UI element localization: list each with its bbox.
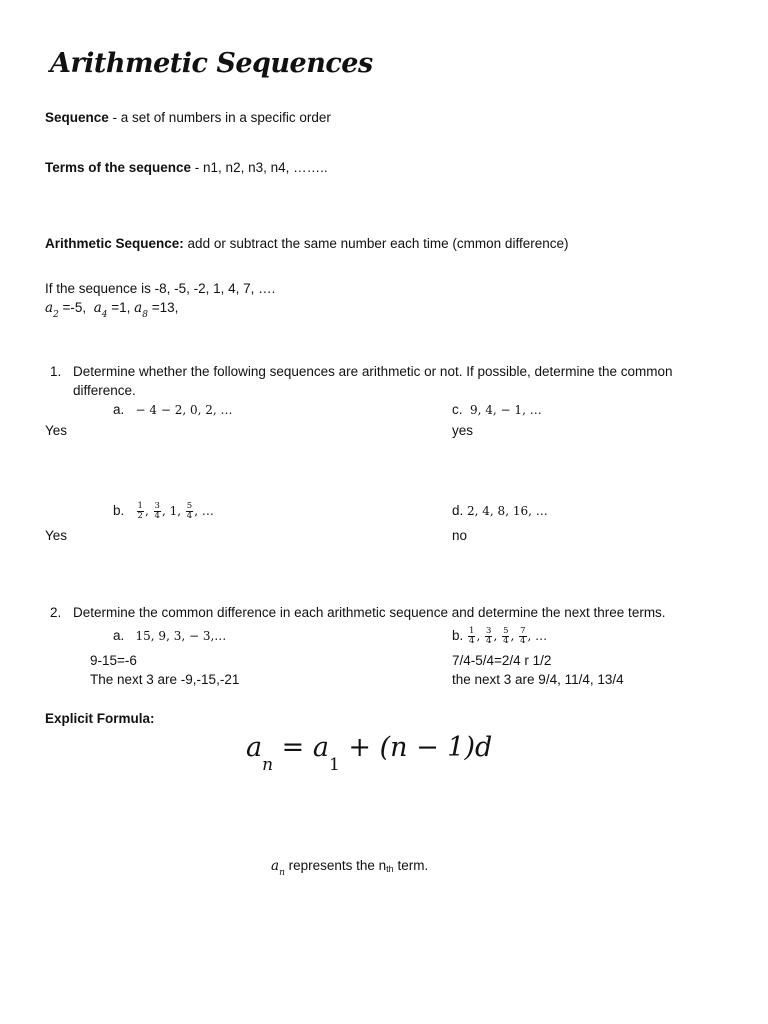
formula-lhs: a [246, 732, 263, 763]
note-subscript: n [279, 868, 285, 878]
note-ordinal: th [386, 864, 394, 874]
a8-subscript: 8 [142, 310, 148, 320]
q2a-item [113, 628, 226, 643]
q2b-work-line1: 7/4-5/4=2/4 r 1/2 [452, 653, 552, 668]
formula-equals: = [273, 732, 313, 763]
q1b-fraction [137, 502, 144, 521]
arithmetic-definition [45, 236, 568, 251]
formula-rest: + (n − 1)d [339, 732, 493, 763]
terms-text: - n1, n2, n3, n4, …….. [191, 160, 328, 175]
q1-number: 1. [50, 364, 62, 379]
numerator: 5 [186, 500, 193, 511]
q1c-label: c. [452, 402, 463, 417]
page-title: Arithmetic Sequences [50, 48, 373, 79]
numerator: 3 [486, 625, 492, 636]
numerator: 7 [520, 625, 526, 636]
sequence-definition [45, 110, 331, 125]
q1b-fraction [186, 502, 193, 521]
q1c-item [452, 402, 542, 417]
a4-value: =1, [107, 300, 131, 315]
q2a-work-line2: The next 3 are -9,-15,-21 [90, 672, 240, 687]
q2a-label: a. [113, 628, 125, 643]
nth-term-note [271, 858, 429, 878]
note-symbol: a [271, 858, 280, 874]
example-terms [45, 300, 179, 320]
formula-rhs-a: a [312, 732, 329, 763]
q1d-item [452, 503, 548, 518]
q2b-item: b. $\frac{1}{4}$ , $\frac{3}{4}$ , $\frac{5}{4}$ , $\frac{7}{4}$ , … [452, 625, 548, 646]
q1a-label: a. [113, 402, 125, 417]
q2b-work-line2: the next 3 are 9/4, 11/4, 13/4 [452, 672, 624, 687]
q2-text: Determine the common difference in each arithmetic sequence and determine the next three terms. [73, 605, 666, 620]
q2b-fraction [485, 627, 492, 646]
q1b-item: b. $\frac{1}{2}$ , $\frac{3}{4}$ , 1, $\frac{5}{4}$ , … [113, 500, 214, 521]
q2a-sequence: 15, 9, 3, − 3,… [135, 629, 227, 643]
q1c-sequence: 9, 4, − 1, … [470, 403, 542, 417]
q1b-fraction [154, 502, 161, 521]
numerator: 3 [154, 500, 160, 511]
a4-subscript: 4 [101, 310, 108, 320]
denominator: 4 [486, 635, 492, 646]
denominator: 4 [186, 510, 193, 521]
denominator: 4 [469, 635, 475, 646]
q1-text-line2: difference. [73, 383, 136, 398]
q1b-label: b. [113, 503, 125, 518]
q2-number: 2. [50, 605, 62, 620]
note-text2: term. [393, 858, 429, 873]
q1d-sequence: 2, 4, 8, 16, … [467, 504, 548, 518]
q1d-answer: no [452, 528, 468, 543]
denominator: 4 [520, 635, 526, 646]
formula-rhs-subscript: 1 [328, 755, 340, 775]
numerator: 5 [503, 625, 509, 636]
arithmetic-term: Arithmetic Sequence: [45, 236, 184, 251]
numerator: 1 [137, 500, 143, 511]
a8-symbol: a [134, 300, 143, 316]
explicit-formula [246, 732, 493, 775]
a2-subscript: 2 [53, 310, 59, 320]
terms-term: Terms of the sequence [45, 160, 192, 175]
q1a-sequence: − 4 − 2, 0, 2, … [135, 403, 233, 417]
a2-value: =-5, [58, 300, 87, 315]
a2-symbol: a [45, 300, 54, 316]
q1b-tail: , … [194, 504, 214, 518]
q2b-fraction [468, 627, 475, 646]
q1-text-line1: Determine whether the following sequences are arithmetic or not. If possible, determine the common [73, 364, 673, 379]
q1c-answer: yes [452, 423, 474, 438]
arithmetic-text: add or subtract the same number each time (cmmon difference) [183, 236, 569, 251]
denominator: 4 [503, 635, 509, 646]
q1b-middle-term: 1, [169, 504, 182, 518]
q1d-label: d. [452, 503, 464, 518]
explicit-formula-heading: Explicit Formula: [45, 711, 155, 726]
terms-definition [45, 160, 328, 175]
numerator: 1 [469, 625, 475, 636]
formula-lhs-subscript: n [262, 755, 274, 775]
example-sequence: If the sequence is -8, -5, -2, 1, 4, 7, …. [45, 281, 276, 296]
a4-symbol: a [93, 300, 102, 316]
sequence-text: - a set of numbers in a specific order [108, 110, 331, 125]
sequence-term: Sequence [45, 110, 109, 125]
note-text1: represents the n [284, 858, 387, 873]
denominator: 2 [137, 510, 143, 521]
q1b-answer: Yes [45, 528, 68, 543]
q2b-tail: , … [527, 629, 548, 643]
q2b-label: b. [452, 628, 464, 643]
q2b-fraction [502, 627, 509, 646]
q1a-answer: Yes [45, 423, 68, 438]
q2a-work-line1: 9-15=-6 [90, 653, 137, 668]
q2b-fraction [519, 627, 526, 646]
denominator: 4 [154, 510, 160, 521]
q1a-item [113, 402, 233, 417]
a8-value: =13, [147, 300, 179, 315]
